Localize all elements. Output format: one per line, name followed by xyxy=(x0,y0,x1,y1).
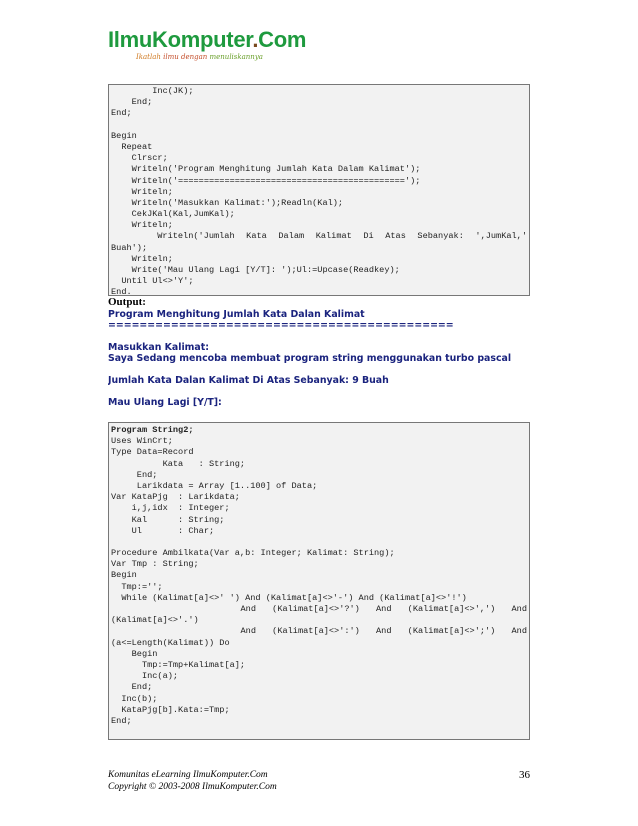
code-line: Begin xyxy=(111,130,137,141)
code-line: Inc(JK); xyxy=(111,86,194,96)
code-line: Write('Mau Ulang Lagi [Y/T]: ');Ul:=Upcase(Readkey); xyxy=(111,265,400,275)
code-line: Var KataPjg : Larikdata; xyxy=(111,492,240,503)
code-line: Tmp:=Tmp+Kalimat[a]; xyxy=(111,659,246,670)
code-line: Begin xyxy=(111,648,158,659)
output-label: Output: xyxy=(108,296,146,308)
code-line: Inc(b); xyxy=(111,693,158,704)
code-line: Writeln; xyxy=(111,220,173,231)
code-line: Writeln('============================================'); xyxy=(111,175,421,186)
code-line: Var Tmp : String; xyxy=(111,559,199,570)
footer-community: Komunitas eLearning IlmuKomputer.Com xyxy=(108,770,268,780)
tagline-part-2: ilmu dengan xyxy=(160,53,210,61)
code-line: Writeln('Jumlah Kata Dalam Kalimat Di Atas Sebanyak: ',JumKal,' xyxy=(111,231,527,242)
code-line: Tmp:=''; xyxy=(111,581,163,592)
tagline-part-1: Ikatlah xyxy=(136,53,161,61)
code-line: Program String2; xyxy=(111,425,194,435)
code-line: End; xyxy=(111,108,132,119)
page-number: 36 xyxy=(519,769,530,781)
code-line: While (Kalimat[a]<>' ') And (Kalimat[a]<>'-') And (Kalimat[a]<>'!') xyxy=(111,592,467,603)
page-footer xyxy=(108,769,530,793)
code-line: Begin xyxy=(111,570,137,581)
tagline-part-3: menuliskannya xyxy=(209,53,263,61)
site-logo xyxy=(108,28,308,70)
code-line: Type Data=Record xyxy=(111,447,194,458)
console-line: Masukkan Kalimat: xyxy=(108,342,209,353)
logo-title xyxy=(108,28,308,52)
code-line: And (Kalimat[a]<>'?') And (Kalimat[a]<>',') And xyxy=(111,604,527,614)
code-line: And (Kalimat[a]<>':') And (Kalimat[a]<>';') And xyxy=(111,626,527,637)
logo-dot: . xyxy=(252,27,259,52)
code-line xyxy=(111,537,527,548)
code-line: End; xyxy=(111,469,158,480)
code-line: CekJKal(Kal,JumKal); xyxy=(111,209,235,220)
code-line: Kal : String; xyxy=(111,514,225,525)
code-line: KataPjg[b].Kata:=Tmp; xyxy=(111,704,230,715)
code-line: Kata : String; xyxy=(111,458,246,469)
code-line: End; xyxy=(111,682,153,693)
logo-text: IlmuKomputer xyxy=(108,27,253,52)
code-line: Inc(a); xyxy=(111,671,179,682)
console-line: ============================================ xyxy=(108,320,454,331)
code-line: i,j,idx : Integer; xyxy=(111,503,230,514)
code-line: Ul : Char; xyxy=(111,525,215,536)
code-line: Buah'); xyxy=(111,242,148,253)
code-block-2 xyxy=(108,422,530,740)
code-line: Larikdata = Array [1..100] of Data; xyxy=(111,480,318,491)
code-line: Writeln('Program Menghitung Jumlah Kata Dalam Kalimat'); xyxy=(111,164,421,175)
code-block-1 xyxy=(108,84,530,296)
console-line xyxy=(108,386,528,397)
logo-suffix: Com xyxy=(258,27,307,52)
code-line: End; xyxy=(111,715,132,726)
code-line: (a<=Length(Kalimat)) Do xyxy=(111,637,230,648)
console-line xyxy=(108,364,528,375)
code-line: Writeln; xyxy=(111,253,173,264)
code-line: (Kalimat[a]<>'.') xyxy=(111,615,199,626)
code-line: Until Ul<>'Y'; xyxy=(111,276,194,287)
code-line xyxy=(111,120,527,131)
code-line: End. xyxy=(111,287,132,296)
code-line: End; xyxy=(111,97,153,108)
console-line: Saya Sedang mencoba membuat program string menggunakan turbo pascal xyxy=(108,353,512,364)
code-line: Clrscr; xyxy=(111,153,168,164)
code-line: Writeln('Masukkan Kalimat:');Readln(Kal); xyxy=(111,197,344,208)
console-line: Mau Ulang Lagi [Y/T]: xyxy=(108,397,222,408)
console-line xyxy=(108,331,528,342)
console-line: Jumlah Kata Dalan Kalimat Di Atas Sebanyak: 9 Buah xyxy=(108,375,389,386)
code-line: Procedure Ambilkata(Var a,b: Integer; Kalimat: String); xyxy=(111,548,395,559)
logo-tagline xyxy=(136,53,308,61)
code-line: Writeln; xyxy=(111,186,173,197)
code-line: Uses WinCrt; xyxy=(111,436,173,447)
footer-copyright: Copyright © 2003-2008 IlmuKomputer.Com xyxy=(108,782,277,792)
code-line: Repeat xyxy=(111,141,153,152)
console-line: Program Menghitung Jumlah Kata Dalan Kalimat xyxy=(108,309,365,320)
console-output xyxy=(108,309,528,408)
